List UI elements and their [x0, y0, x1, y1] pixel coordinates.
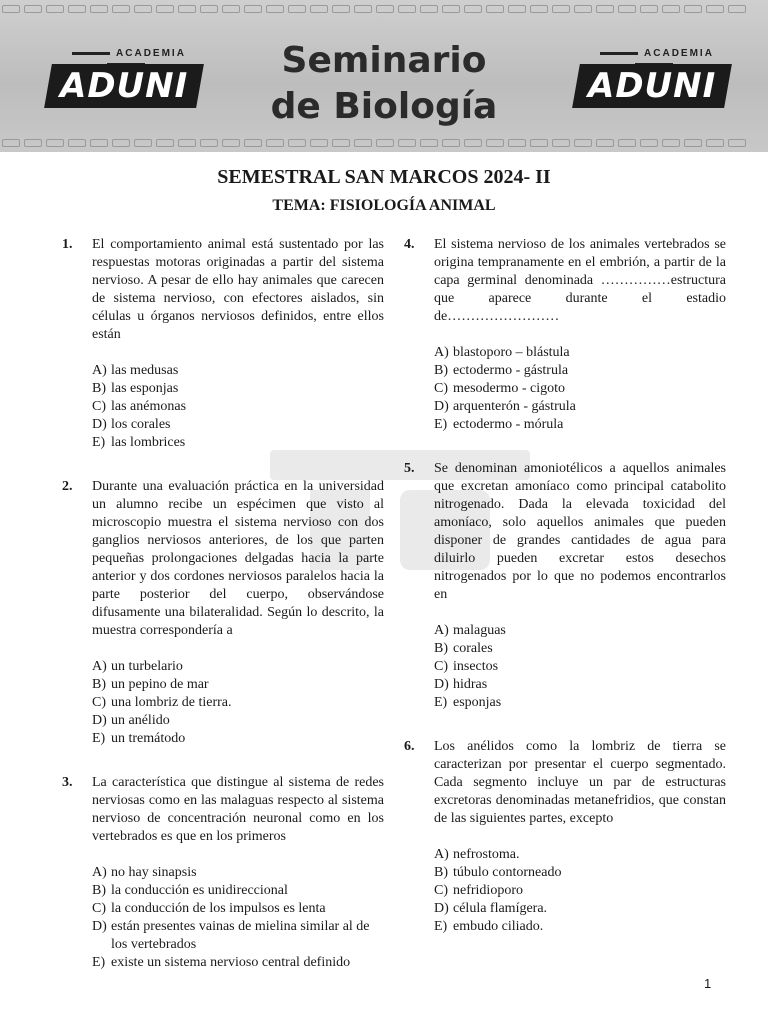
- banner-pattern-tile: [24, 139, 42, 147]
- banner-pattern-tile: [684, 5, 702, 13]
- question-stem: Se denominan amoniotélicos a aquellos animales que excretan amoníaco como principal catabolito nitrogenado. Dada la elevada toxicidad del amoníaco, solo aquellos animales que pueden disponer de grandes cantidades de agua para diluirlo pueden excretar estos desechos nitrogenados por lo que no podemos encontrarlos en: [434, 461, 726, 602]
- option-e: E) las lombrices: [92, 435, 186, 450]
- banner-pattern-tile: [530, 139, 548, 147]
- option-d: D) están presentes vainas de mielina similar al de los vertebrados: [92, 919, 370, 952]
- banner-pattern-tile: [530, 5, 548, 13]
- banner-pattern-tile: [156, 139, 174, 147]
- option-e: E) embudo ciliado.: [434, 919, 544, 934]
- option-a: A) blastoporo – blástula: [434, 345, 570, 360]
- banner-pattern-tile: [90, 5, 108, 13]
- banner-pattern-tile: [552, 139, 570, 147]
- banner-pattern-tile: [728, 139, 746, 147]
- banner-pattern-tile: [684, 139, 702, 147]
- logo-brand-text: ADUNI: [59, 66, 189, 106]
- option-e: E) existe un sistema nervioso central definido: [92, 955, 351, 970]
- question-2: [62, 478, 384, 748]
- banner-pattern-tile: [486, 5, 504, 13]
- banner-pattern-tile: [46, 5, 64, 13]
- question-stem: Durante una evaluación práctica en la universidad un alumno recibe un espécimen que visto al microscopio muestra el sistema nervioso con dos ganglios nerviosos anteriores, de los que parten pequeñas prolongaciones delgadas hacia la parte anterior y dos cordones nerviosos paralelos hacia la parte posterior del cuerpo, observándose difusamente una bilateralidad. Según lo descrito, la muestra correspondería a: [92, 479, 384, 638]
- option-b: B) ectodermo - gástrula: [434, 363, 569, 378]
- banner-pattern-tile: [266, 139, 284, 147]
- option-a: A) malaguas: [434, 623, 506, 638]
- banner-pattern-top: [0, 2, 768, 16]
- option-c: C) nefridioporo: [434, 883, 523, 898]
- banner-pattern-tile: [2, 5, 20, 13]
- question-5: [404, 460, 726, 712]
- question-stem: El sistema nervioso de los animales vertebrados se origina tempranamente en el embrión, a partir de la capa germinal denominada ……………estructura que aparece durante el estadio de……………………: [434, 237, 726, 324]
- banner-pattern-tile: [266, 5, 284, 13]
- banner-pattern-tile: [222, 5, 240, 13]
- banner-pattern-tile: [398, 5, 416, 13]
- banner-pattern-tile: [354, 139, 372, 147]
- question-number: 6.: [404, 739, 415, 754]
- aduni-logo-right: [576, 48, 732, 112]
- question-number: 2.: [62, 479, 73, 494]
- banner-pattern-tile: [354, 5, 372, 13]
- option-b: B) las esponjas: [92, 381, 179, 396]
- banner-pattern-tile: [200, 139, 218, 147]
- banner-pattern-tile: [68, 139, 86, 147]
- banner-pattern-tile: [464, 139, 482, 147]
- banner-pattern-tile: [376, 139, 394, 147]
- banner-pattern-tile: [288, 5, 306, 13]
- question-stem: Los anélidos como la lombriz de tierra se caracterizan por presentar el cuerpo segmentado. Cada segmento incluye un par de estructuras excretoras denominadas metanefridios, que constan de las siguientes partes, excepto: [434, 739, 726, 826]
- banner-pattern-tile: [112, 139, 130, 147]
- question-number: 3.: [62, 775, 73, 790]
- question-number: 5.: [404, 461, 415, 476]
- option-d: D) un anélido: [92, 713, 170, 728]
- banner-pattern-tile: [618, 139, 636, 147]
- banner-pattern-tile: [508, 139, 526, 147]
- banner-pattern-tile: [134, 5, 152, 13]
- banner-pattern-tile: [90, 139, 108, 147]
- banner-pattern-tile: [200, 5, 218, 13]
- banner-pattern-tile: [112, 5, 130, 13]
- option-d: D) arquenterón - gástrula: [434, 399, 576, 414]
- banner-pattern-tile: [618, 5, 636, 13]
- option-d: D) hidras: [434, 677, 488, 692]
- banner-pattern-tile: [574, 5, 592, 13]
- banner-pattern-tile: [552, 5, 570, 13]
- banner-pattern-tile: [464, 5, 482, 13]
- left-column: [62, 236, 384, 998]
- banner-pattern-tile: [156, 5, 174, 13]
- banner-pattern-tile: [574, 139, 592, 147]
- option-c: C) las anémonas: [92, 399, 187, 414]
- banner-pattern-tile: [420, 5, 438, 13]
- option-a: A) un turbelario: [92, 659, 183, 674]
- banner-title: [234, 38, 534, 130]
- banner-pattern-tile: [640, 5, 658, 13]
- banner-pattern-tile: [134, 139, 152, 147]
- banner-pattern-tile: [310, 5, 328, 13]
- aduni-logo-left: [48, 48, 204, 112]
- question-number: 1.: [62, 237, 73, 252]
- option-b: B) túbulo contorneado: [434, 865, 562, 880]
- banner-pattern-tile: [310, 139, 328, 147]
- option-e: E) un tremátodo: [92, 731, 186, 746]
- banner-pattern-tile: [332, 139, 350, 147]
- banner-pattern-tile: [442, 5, 460, 13]
- banner-pattern-tile: [420, 139, 438, 147]
- header-banner: [0, 0, 768, 152]
- banner-pattern-tile: [24, 5, 42, 13]
- banner-pattern-tile: [486, 139, 504, 147]
- banner-pattern-tile: [706, 139, 724, 147]
- banner-pattern-tile: [596, 5, 614, 13]
- option-d: D) los corales: [92, 417, 171, 432]
- banner-pattern-tile: [2, 139, 20, 147]
- option-b: B) corales: [434, 641, 493, 656]
- option-e: E) esponjas: [434, 695, 502, 710]
- question-1: [62, 236, 384, 452]
- banner-pattern-tile: [442, 139, 460, 147]
- banner-pattern-tile: [398, 139, 416, 147]
- question-number: 4.: [404, 237, 415, 252]
- banner-pattern-tile: [332, 5, 350, 13]
- banner-title-line1: Seminario: [281, 40, 487, 81]
- banner-pattern-tile: [376, 5, 394, 13]
- banner-pattern-bottom: [0, 136, 768, 150]
- banner-pattern-tile: [244, 139, 262, 147]
- banner-pattern-tile: [640, 139, 658, 147]
- banner-title-line2: de Biología: [270, 86, 498, 127]
- question-stem: La característica que distingue al sistema de redes nerviosas como en las malaguas respecto al sistema nervioso de concentración neuronal como en los vertebrados es que en los primeros: [92, 775, 384, 844]
- option-c: C) mesodermo - cigoto: [434, 381, 565, 396]
- topic-title: TEMA: FISIOLOGÍA ANIMAL: [272, 197, 496, 214]
- question-3: [62, 774, 384, 972]
- banner-pattern-tile: [706, 5, 724, 13]
- banner-pattern-tile: [68, 5, 86, 13]
- option-b: B) la conducción es unidireccional: [92, 883, 288, 898]
- question-stem: El comportamiento animal está sustentado por las respuestas motoras originadas a partir del sistema nervioso. A pesar de ello hay animales que carecen de sistema nervioso, con efectores aislados, sin células u órganos nerviosos definidos, entre ellos están: [92, 237, 384, 342]
- right-column: [404, 236, 726, 962]
- option-c: C) la conducción de los impulsos es lenta: [92, 901, 326, 916]
- logo-academia-label: ACADEMIA: [48, 48, 204, 70]
- banner-pattern-tile: [596, 139, 614, 147]
- option-a: A) nefrostoma.: [434, 847, 520, 862]
- option-e: E) ectodermo - mórula: [434, 417, 564, 432]
- banner-pattern-tile: [178, 5, 196, 13]
- page-title: SEMESTRAL SAN MARCOS 2024- II: [217, 166, 551, 188]
- option-a: A) las medusas: [92, 363, 179, 378]
- banner-pattern-tile: [662, 139, 680, 147]
- banner-pattern-tile: [244, 5, 262, 13]
- question-6: [404, 738, 726, 936]
- page-number: 1: [704, 976, 712, 991]
- banner-pattern-tile: [728, 5, 746, 13]
- banner-pattern-tile: [288, 139, 306, 147]
- banner-pattern-tile: [222, 139, 240, 147]
- question-4: [404, 236, 726, 434]
- option-c: C) una lombriz de tierra.: [92, 695, 232, 710]
- banner-pattern-tile: [662, 5, 680, 13]
- option-b: B) un pepino de mar: [92, 677, 209, 692]
- logo-brand-text: ADUNI: [587, 66, 717, 106]
- banner-pattern-tile: [46, 139, 64, 147]
- option-c: C) insectos: [434, 659, 499, 674]
- banner-pattern-tile: [178, 139, 196, 147]
- banner-pattern-tile: [508, 5, 526, 13]
- option-a: A) no hay sinapsis: [92, 865, 197, 880]
- logo-academia-label: ACADEMIA: [576, 48, 732, 70]
- option-d: D) célula flamígera.: [434, 901, 548, 916]
